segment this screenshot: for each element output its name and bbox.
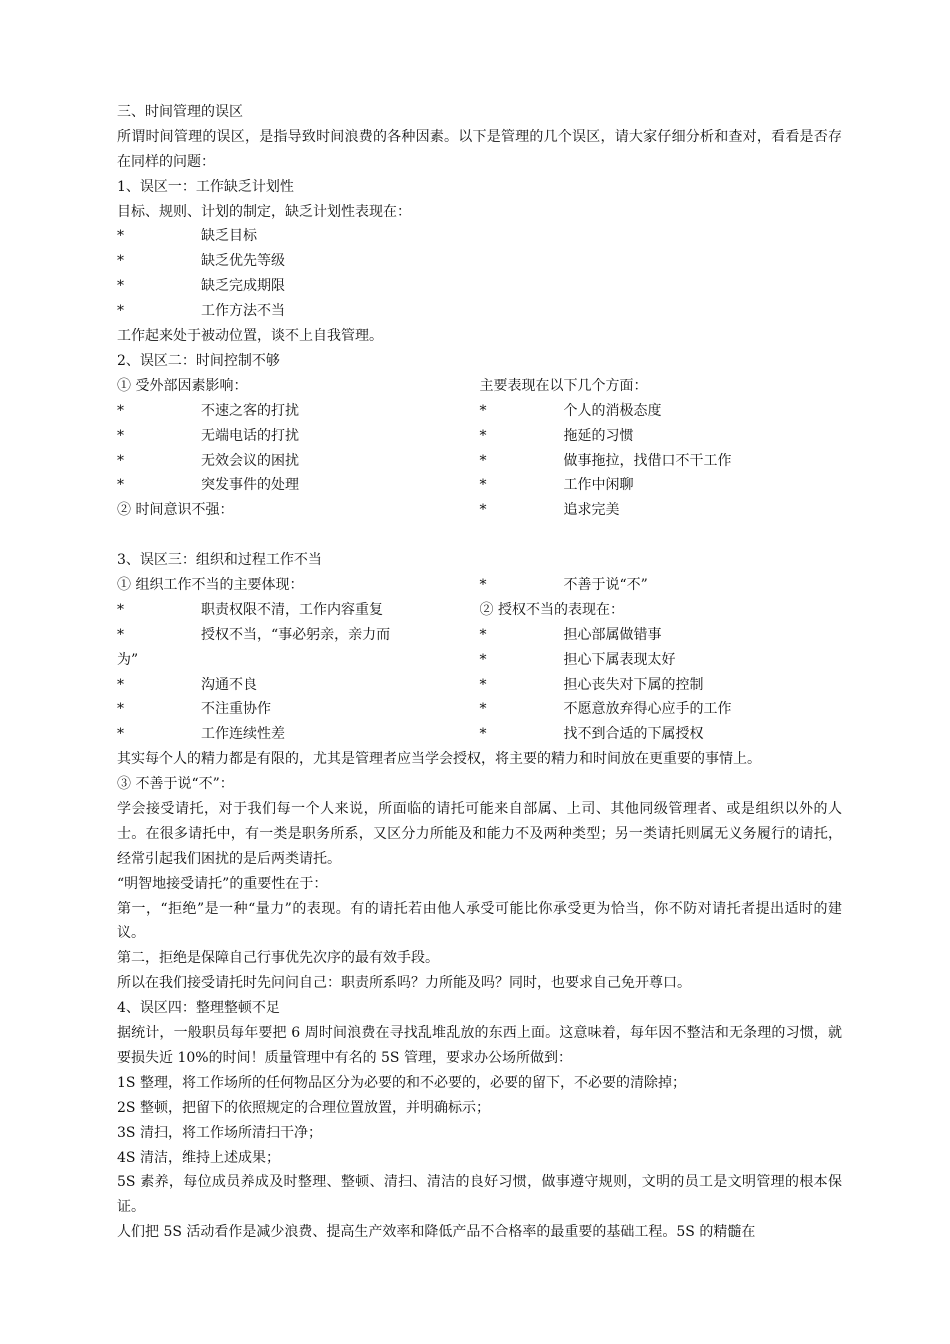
bullet: * <box>479 626 487 643</box>
bullet: * <box>117 402 124 419</box>
m4-title: 4、误区四：整理整顿不足 <box>117 1000 280 1017</box>
bullet: * <box>479 726 487 743</box>
m3-paragraph: “明智地接受请托”的重要性在于： <box>117 875 328 892</box>
bullet: * <box>479 502 487 519</box>
m3-sub3: ③ 不善于说“不”： <box>117 776 234 793</box>
bullet: * <box>117 701 124 718</box>
bullet: * <box>117 601 124 618</box>
document-page <box>117 100 842 1245</box>
m3-paragraph: 第一，“拒绝”是一种“量力”的表现。有的请托若由他人承受可能比你承受更为恰当，你不防对请托者提出适时的建议。 <box>117 900 842 942</box>
m3-summary: 其实每个人的精力都是有限的，尤其是管理者应当学会授权，将主要的精力和时间放在更重要的事情上。 <box>117 751 761 768</box>
m3-row: * 沟通不良 * 担心丧失对下属的控制 <box>117 673 842 698</box>
m4-5s-item: 4S 清洁，维持上述成果； <box>117 1149 280 1166</box>
m2-row: * 不速之客的打扰 * 个人的消极态度 <box>117 399 842 424</box>
m3-row: 为” * 担心下属表现太好 <box>117 648 842 673</box>
bullet: * <box>479 701 487 718</box>
bullet: * <box>117 477 124 494</box>
m2-row: * 无效会议的困扰 * 做事拖拉，找借口不干工作 <box>117 449 842 474</box>
m3-row: * 工作连续性差 * 找不到合适的下属授权 <box>117 722 842 747</box>
bullet: * <box>479 676 487 693</box>
bullet: * <box>117 626 124 643</box>
bullet: * <box>117 726 124 743</box>
m3-paragraph: 所以在我们接受请托时先问问自己：职责所系吗？力所能及吗？同时，也要求自己免开尊口。 <box>117 975 691 992</box>
bullet: * <box>117 452 124 469</box>
bullet: * <box>117 427 124 444</box>
m1-lead: 目标、规则、计划的制定，缺乏计划性表现在： <box>117 203 411 220</box>
m4-5s-item: 1S 整理，将工作场所的任何物品区分为必要的和不必要的，必要的留下，不必要的清除掉； <box>117 1074 686 1091</box>
m1-tail: 工作起来处于被动位置，谈不上自我管理。 <box>117 328 383 345</box>
m3-paragraph: 第二，拒绝是保障自己行事优先次序的最有效手段。 <box>117 950 439 967</box>
m3-paragraph: 学会接受请托，对于我们每一个人来说，所面临的请托可能来自部属、上司、其他同级管理者、或是组织以外的人士。在很多请托中，有一类是职务所系，又区分力所能及和能力不及两种类型；另一类请托则属无义务履行的请托，经常引起我们困扰的是后两类请托。 <box>117 800 842 867</box>
m3-row: * 不注重协作 * 不愿意放弃得心应手的工作 <box>117 697 842 722</box>
m1-item: * 工作方法不当 <box>117 299 842 324</box>
bullet: * <box>479 651 487 668</box>
bullet: * <box>479 576 487 593</box>
m1-item: * 缺乏目标 <box>117 224 842 249</box>
m2-row: ① 受外部因素影响： 主要表现在以下几个方面： <box>117 377 648 394</box>
m1-item: * 缺乏完成期限 <box>117 274 842 299</box>
m4-5s-item: 2S 整顿，把留下的依照规定的合理位置放置，并明确标示； <box>117 1099 490 1116</box>
bullet: * <box>479 477 487 494</box>
bullet: * <box>117 303 124 320</box>
bullet: * <box>479 402 487 419</box>
spacer <box>117 523 842 548</box>
m2-row: * 突发事件的处理 * 工作中闲聊 <box>117 473 842 498</box>
bullet: * <box>479 452 487 469</box>
m4-paragraph: 据统计，一般职员每年要把 6 周时间浪费在寻找乱堆乱放的东西上面。这意味着，每年因不整洁和无条理的习惯，就要损失近 10%的时间！质量管理中有名的 5S 管理，要求办公场所做到： <box>117 1025 842 1066</box>
m4-paragraph: 人们把 5S 活动看作是减少浪费、提高生产效率和降低产品不合格率的最重要的基础工程。5S 的精髓在 <box>117 1224 756 1241</box>
m2-row: * 无端电话的打扰 * 拖延的习惯 <box>117 424 842 449</box>
m3-row: * 授权不当，“事必躬亲，亲力而 * 担心部属做错事 <box>117 623 842 648</box>
m3-row: * 职责权限不清，工作内容重复 ② 授权不当的表现在： <box>117 598 842 623</box>
m4-5s-item: 5S 素养，每位成员养成及时整理、整顿、清扫、清洁的良好习惯，做事遵守规则，文明的员工是文明管理的根本保证。 <box>117 1174 842 1216</box>
m2-row: ② 时间意识不强： * 追求完美 <box>117 498 842 523</box>
intro-paragraph: 所谓时间管理的误区，是指导致时间浪费的各种因素。以下是管理的几个误区，请大家仔细分析和查对，看看是否存在同样的问题： <box>117 128 842 170</box>
m3-row: ① 组织工作不当的主要体现： * 不善于说“不” <box>117 573 842 598</box>
bullet: * <box>479 427 487 444</box>
m1-item: * 缺乏优先等级 <box>117 249 842 274</box>
bullet: * <box>117 253 124 270</box>
section-title: 三、时间管理的误区 <box>117 104 243 120</box>
bullet: * <box>117 676 124 693</box>
m2-title: 2、误区二：时间控制不够 <box>117 352 280 369</box>
bullet: * <box>117 278 124 295</box>
m3-title: 3、误区三：组织和过程工作不当 <box>117 552 322 569</box>
m1-title: 1、误区一：工作缺乏计划性 <box>117 178 294 195</box>
bullet: * <box>117 228 124 245</box>
m4-5s-item: 3S 清扫，将工作场所清扫干净； <box>117 1124 322 1141</box>
